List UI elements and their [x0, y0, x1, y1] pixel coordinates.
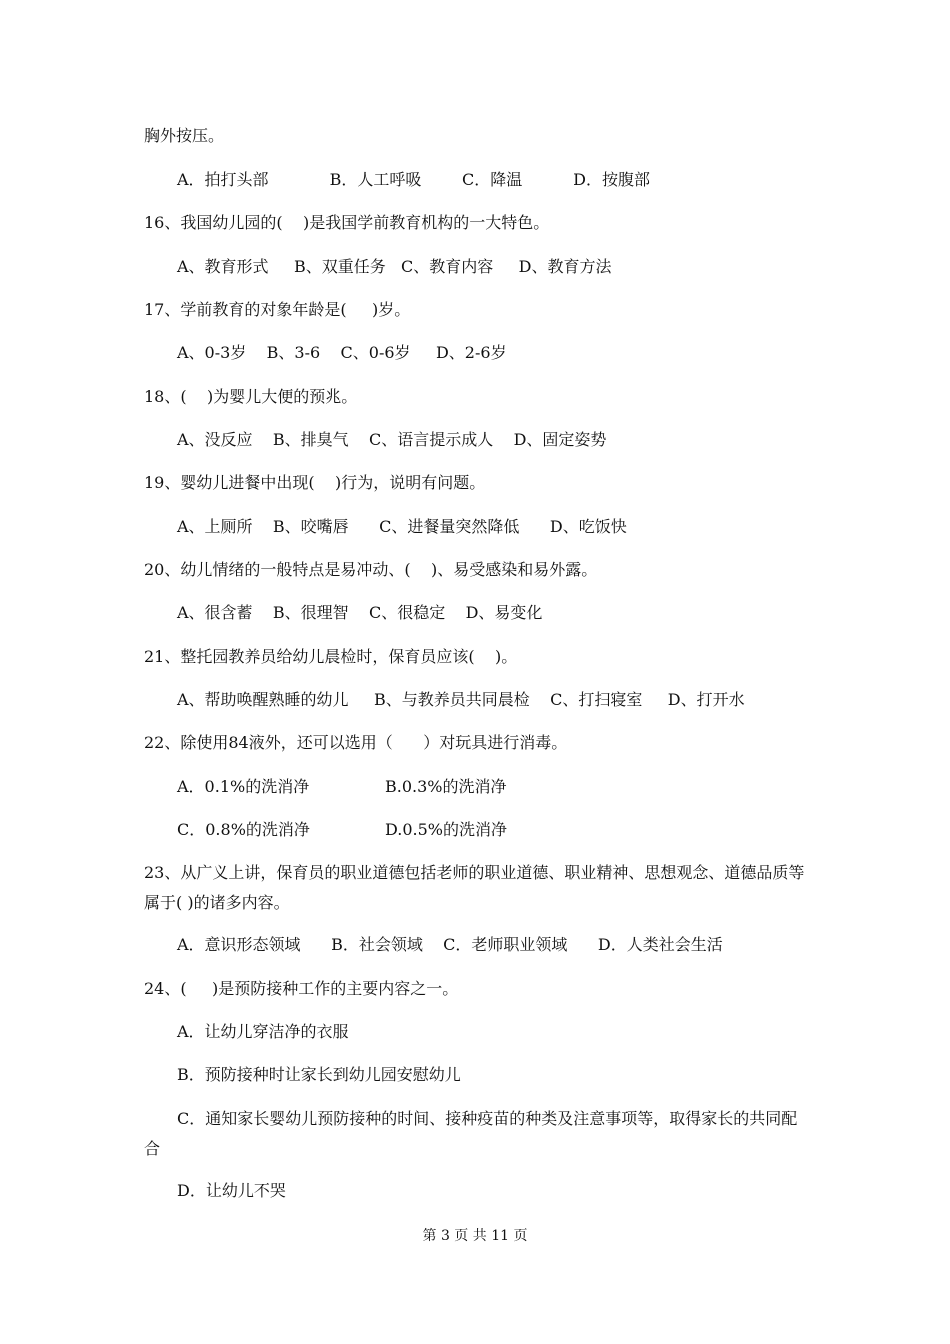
question-16: 16、我国幼儿园的( )是我国学前教育机构的一大特色。 — [144, 213, 550, 232]
question-23: 23、从广义上讲，保育员的职业道德包括老师的职业道德、职业精神、思想观念、道德品质等属于( )的诸多内容。 — [144, 863, 805, 912]
option-line: A、很含蓄 B、很理智 C、很稳定 D、易变化 — [177, 603, 543, 622]
option-line: A、帮助唤醒熟睡的幼儿 B、与教养员共同晨检 C、打扫寝室 D、打开水 — [177, 690, 745, 709]
option-line: A．意识形态领域 B．社会领域 C．老师职业领域 D．人类社会生活 — [177, 935, 723, 954]
question-18: 18、( )为婴儿大便的预兆。 — [144, 387, 358, 406]
option-c: C．0.8%的洗消净 — [177, 820, 310, 839]
question-17: 17、学前教育的对象年龄是( )岁。 — [144, 300, 411, 319]
option-d: D.0.5%的洗消净 — [385, 820, 507, 839]
option-line: A．拍打头部 B．人工呼吸 C．降温 D．按腹部 — [177, 170, 650, 189]
option-c: C．通知家长婴幼儿预防接种的时间、接种疫苗的种类及注意事项等，取得家长的共同配合 — [144, 1109, 798, 1158]
question-24: 24、( )是预防接种工作的主要内容之一。 — [144, 979, 459, 998]
question-22: 22、除使用84液外，还可以选用（ ）对玩具进行消毒。 — [144, 733, 568, 752]
option-line: A、上厕所 B、咬嘴唇 C、进餐量突然降低 D、吃饭快 — [177, 517, 627, 536]
question-21: 21、整托园教养员给幼儿晨检时，保育员应该( )。 — [144, 647, 518, 666]
question-19: 19、婴幼儿进餐中出现( )行为，说明有问题。 — [144, 473, 486, 492]
question-20: 20、幼儿情绪的一般特点是易冲动、( )、易受感染和易外露。 — [144, 560, 598, 579]
text-line: 胸外按压。 — [144, 126, 225, 145]
option-b: B．预防接种时让家长到幼儿园安慰幼儿 — [177, 1065, 461, 1084]
option-line: A、0-3岁 B、3-6 C、0-6岁 D、2-6岁 — [177, 343, 507, 362]
option-line: A、没反应 B、排臭气 C、语言提示成人 D、固定姿势 — [177, 430, 607, 449]
option-a: A．0.1%的洗消净 — [177, 777, 310, 796]
option-line: A、教育形式 B、双重任务 C、教育内容 D、教育方法 — [177, 257, 612, 276]
page-number: 第 3 页 共 11 页 — [422, 1228, 528, 1244]
option-b: B.0.3%的洗消净 — [385, 777, 507, 796]
option-d: D．让幼儿不哭 — [177, 1181, 286, 1200]
option-a: A．让幼儿穿洁净的衣服 — [177, 1022, 349, 1041]
